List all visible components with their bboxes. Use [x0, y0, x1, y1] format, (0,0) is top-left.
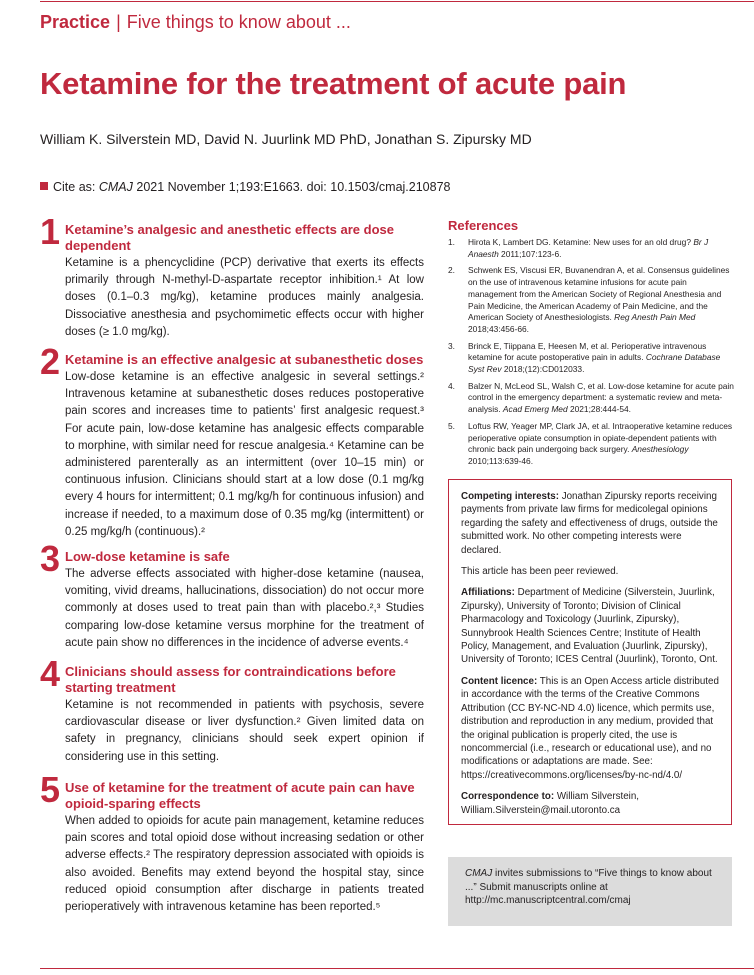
point-heading: Use of ketamine for the treatment of acute pain can have opioid-sparing effects — [65, 780, 415, 811]
cite-journal: CMAJ — [98, 180, 133, 194]
square-bullet-icon — [40, 182, 48, 190]
reference-list — [448, 237, 738, 468]
competing-interests: Competing interests: Jonathan Zipursky reports receiving payments from private law firms for medicolegal opinions regarding the safety and effectiveness of drugs, outside the submitted work. No other competing interests were declared. — [461, 491, 718, 556]
affiliations: Affiliations: Department of Medicine (Silverstein, Juurlink, Zipursky), University of Toronto; Division of Clinical Pharmacology and Toxicology (Juurlink, Zipursky), Sunnybrook Health Sciences Centre; Institute of Health Policy, Management, and Evaluation (Juurlink, Zipursky), University of Toronto; ICES Central (Juurlink), Toronto, Ont. — [461, 587, 718, 666]
reference-item: 1. Hirota K, Lambert DG. Ketamine: New uses for an old drug? Br J Anaesth 2011;107:123-6. — [448, 237, 709, 259]
point-2 — [40, 341, 424, 541]
article-title: Ketamine for the treatment of acute pain — [40, 66, 627, 101]
content-licence: Content licence: This is an Open Access article distributed in accordance with the terms of the Creative Commons Attribution (CC BY-NC-ND 4.0) licence, which permits use, distribution and reproduction in any medium, provided that the original publication is properly cited, the use is noncommercial (i.e., research or educational use), and no modifications or adaptations are made. See: https://creativecommons.org/licenses/by-nc-nd/4.0/ — [461, 675, 719, 781]
point-number: 1 — [40, 211, 61, 252]
point-body: When added to opioids for acute pain management, ketamine reduces pain scores and total opioid dose without increasing sedation or other adverse effects.² The respiratory depression associated with opioids is also avoided. Benefits may extend beyond the hospital stay, since reduced opioid consumption after discharge in patients treated perioperatively with intravenous ketamine has been reported.⁵ — [65, 815, 424, 914]
peer-review-note: This article has been peer reviewed. — [461, 566, 619, 578]
references-title: References — [448, 218, 519, 233]
top-rule — [40, 1, 754, 2]
point-heading: Low-dose ketamine is safe — [65, 549, 230, 564]
point-5 — [40, 769, 424, 916]
cite-label: Cite as: — [53, 180, 99, 194]
point-heading: Ketamine is an effective analgesic at subanesthetic doses — [65, 352, 424, 367]
section-label: Practice — [40, 12, 111, 32]
reference-item: 3. Brinck E, Tiippana E, Heesen M, et al. Perioperative intravenous ketamine for acute postoperative pain in adults. Cochrane Database Syst Rev 2018;(12):CD012033. — [448, 340, 721, 375]
point-4 — [40, 653, 424, 766]
point-body: Ketamine is a phencyclidine (PCP) derivative that exerts its effects primarily through N-methyl-D-aspartate receptor inhibition.¹ At low doses (0.1–0.3 mg/kg), ketamine produces mainly analgesia. Dissociative anesthesia and psychomimetic effects occur with higher doses (≥ 1.0 mg/kg). — [65, 257, 424, 338]
bottom-rule — [40, 968, 754, 969]
article-info-box — [448, 479, 732, 825]
point-number: 5 — [40, 769, 61, 810]
series-label: Five things to know about ... — [126, 12, 351, 32]
point-heading: Ketamine’s analgesic and anesthetic effects are dose dependent — [65, 222, 394, 253]
reference-item: 5. Loftus RW, Yeager MP, Clark JA, et al. Intraoperative ketamine reduces perioperative opiate consumption in opiate-dependent patients with chronic back pain undergoing back surgery. Anesthesiology 2010;113:639-46. — [448, 420, 733, 466]
point-number: 4 — [40, 653, 61, 694]
references — [448, 218, 738, 473]
correspondence-email[interactable]: William.Silverstein@mail.utoronto.ca — [461, 804, 621, 816]
citation — [40, 180, 450, 194]
point-body: Low-dose ketamine is an effective analgesic in several settings.² Intravenous ketamine at subanesthetic doses reduces postoperative pain scores and increases time to patients’ first analgesic request.³ For acute pain, low-dose ketamine has analgesic effects comparable to morphine, with similar need for rescue analgesia.⁴ Ketamine can be administered parenterally as an intermittent (over 10–15 min) or continuous infusion. Clinicians should start at a low dose (0.1 mg/kg every 4 hours for intermittent; 0.1 mg/kg/h for continuous infusion) and increase if needed, to a maximum dose of 0.35 mg/kg (intermittent) or 0.25 mg/kg/h (continuous).² — [65, 371, 424, 538]
submission-invite: CMAJ invites submissions to “Five things to know about ...” Submit manuscripts online at http://mc.manuscriptcentral.com/cmaj — [448, 857, 732, 926]
reference-item: 4. Balzer N, McLeod SL, Walsh C, et al. Low-dose ketamine for acute pain control in the emergency department: a systematic review and meta-analysis. Acad Emerg Med 2021;28:444-54. — [448, 380, 734, 415]
point-body: The adverse effects associated with higher-dose ketamine (nausea, vomiting, vivid dreams, hallucinations, dissociation) do not occur more commonly at doses used to treat pain than with placebo.²,³ Studies comparing low-dose ketamine versus morphine for the treatment of acute pain show no differences in the incidence of adverse events.⁴ — [65, 568, 424, 649]
point-number: 2 — [40, 341, 61, 382]
point-1 — [40, 211, 424, 341]
point-body: Ketamine is not recommended in patients with psychosis, severe cardiovascular disease or liver dysfunction.² Given limited data on safety in pregnancy, clinicians should seek expert opinion if considering use in this setting. — [65, 699, 424, 763]
section-header — [40, 12, 351, 33]
header-separator: | — [116, 12, 121, 32]
correspondence: Correspondence to: William Silverstein, William.Silverstein@mail.utoronto.ca — [461, 791, 640, 816]
cite-details: 2021 November 1;193:E1663. doi: 10.1503/cmaj.210878 — [132, 180, 451, 194]
point-number: 3 — [40, 538, 61, 579]
reference-item: 2. Schwenk ES, Viscusi ER, Buvanendran A, et al. Consensus guidelines on the use of intravenous ketamine infusions for acute pain management from the American Society of Regional Anesthesia and Pain Medicine, the American Academy of Pain Medicine, and the American Society of Anesthesiologists. Reg Anesth Pain Med 2018;43:456-66. — [448, 265, 730, 334]
point-3 — [40, 538, 424, 652]
point-heading: Clinicians should assess for contraindications before starting treatment — [65, 664, 396, 695]
author-list: William K. Silverstein MD, David N. Juurlink MD PhD, Jonathan S. Zipursky MD — [40, 131, 532, 147]
